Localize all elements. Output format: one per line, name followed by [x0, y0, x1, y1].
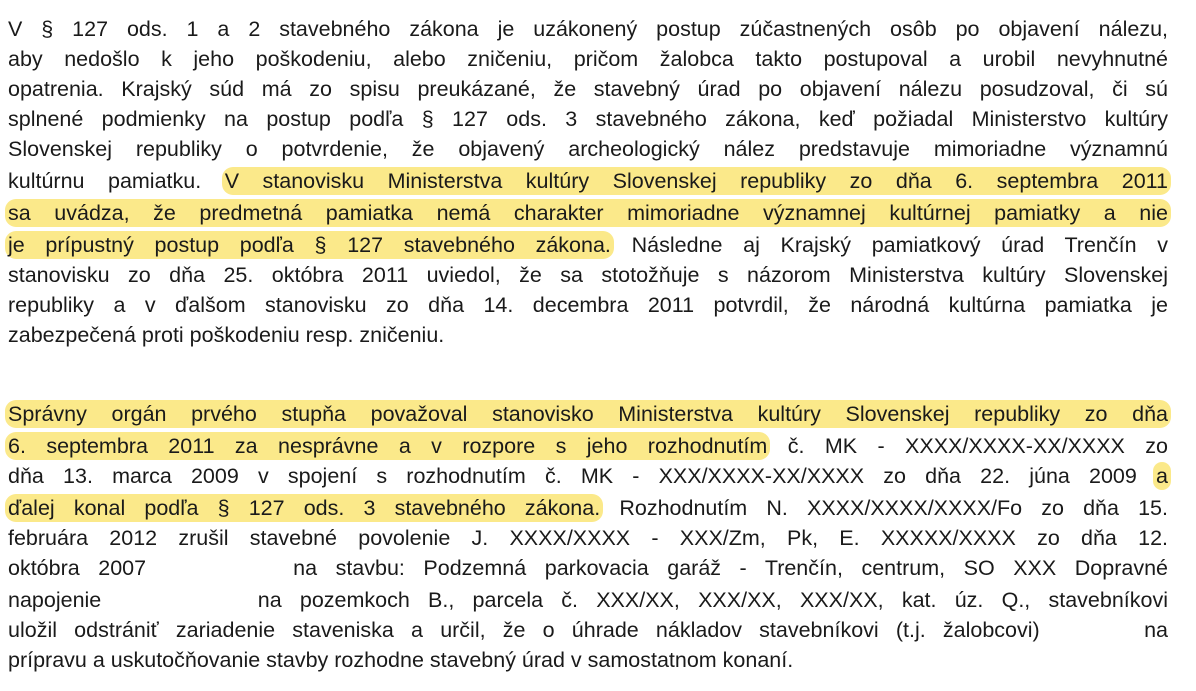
text-segment: Rozhodnutím N. XXXX/XXXX/XXXX/Fo zo dňa 15.: [619, 496, 1168, 520]
text-line: stanovisku zo dňa 25. októbra 2011 uviedol, že sa stotožňuje s názorom Ministerstva kultúry Slovenskej: [8, 263, 1168, 287]
text-line: republiky a v ďalšom stanovisku zo dňa 14. decembra 2011 potvrdil, že národná kultúrna pamiatka je: [8, 293, 1168, 317]
text-segment: č. MK - XXXX/XXXX-XX/XXXX zo: [787, 434, 1169, 458]
text-line: [8, 615, 1168, 645]
text-line: [8, 461, 1168, 491]
highlighted-text: V stanovisku Ministerstva kultúry Slovenskej republiky zo dňa 6. septembra 2011: [222, 167, 1171, 195]
text-line: [8, 230, 1168, 260]
highlighted-text: 6. septembra 2011 za nesprávne a v rozpore s jeho rozhodnutím: [5, 432, 770, 460]
text-line: Slovenskej republiky o potvrdenie, že objavený archeologický nález predstavuje mimoriadne významnú: [8, 137, 1168, 161]
text-segment: kultúrnu pamiatku.: [8, 169, 202, 193]
highlighted-text: Správny orgán prvého stupňa považoval stanovisko Ministerstva kultúry Slovenskej republiky zo dňa: [5, 400, 1171, 428]
text-line: [8, 553, 1168, 583]
highlighted-text: a: [1153, 462, 1171, 490]
text-line: [8, 431, 1168, 461]
text-line: [8, 198, 1168, 228]
text-segment: októbra 2007: [8, 556, 147, 580]
text-line: zabezpečená proti poškodeniu resp. zničeniu.: [8, 323, 445, 347]
text-segment: Následne aj Krajský pamiatkový úrad Trenčín v: [631, 233, 1168, 257]
text-segment: dňa 13. marca 2009 v spojení s rozhodnutím č. MK - XXX/XXXX-XX/XXXX zo dňa 22. júna 2009: [8, 464, 1137, 488]
text-line: [8, 399, 1168, 429]
text-line: [8, 585, 1168, 615]
text-segment: napojenie: [8, 588, 102, 612]
text-segment: na stavbu: Podzemná parkovacia garáž - Trenčín, centrum, SO XXX Dopravné: [293, 556, 1168, 580]
highlighted-text: je prípustný postup podľa § 127 stavebného zákona.: [5, 231, 614, 259]
highlighted-text: ďalej konal podľa § 127 ods. 3 stavebného zákona.: [5, 494, 603, 522]
text-line: opatrenia. Krajský súd má zo spisu preukázané, že stavebný úrad po objavení nálezu posudzoval, či sú: [8, 77, 1168, 101]
text-line: prípravu a uskutočňovanie stavby rozhodne stavebný úrad v samostatnom konaní.: [8, 648, 794, 672]
text-segment: uložil odstrániť zariadenie staveniska a určil, že o úhrade nákladov stavebníkovi (t.j. žalobcovi): [8, 618, 1040, 642]
text-segment: na: [1144, 618, 1168, 642]
text-line: [8, 493, 1168, 523]
highlighted-text: sa uvádza, že predmetná pamiatka nemá charakter mimoriadne významnej kultúrnej pamiatky a nie: [5, 199, 1171, 227]
text-line: februára 2012 zrušil stavebné povolenie J. XXXX/XXXX - XXX/Zm, Pk, E. XXXXX/XXXX zo dňa 12.: [8, 526, 1168, 550]
text-line: aby nedošlo k jeho poškodeniu, alebo zničeniu, pričom žalobca takto postupoval a urobil nevyhnutné: [8, 47, 1168, 71]
text-line: [8, 166, 1168, 196]
text-line: splnené podmienky na postup podľa § 127 ods. 3 stavebného zákona, keď požiadal Ministerstvo kultúry: [8, 107, 1168, 131]
text-segment: na pozemkoch B., parcela č. XXX/XX, XXX/XX, XXX/XX, kat. úz. Q., stavebníkovi: [257, 588, 1168, 612]
text-line: V § 127 ods. 1 a 2 stavebného zákona je uzákonený postup zúčastnených osôb po objavení nálezu,: [8, 17, 1168, 41]
